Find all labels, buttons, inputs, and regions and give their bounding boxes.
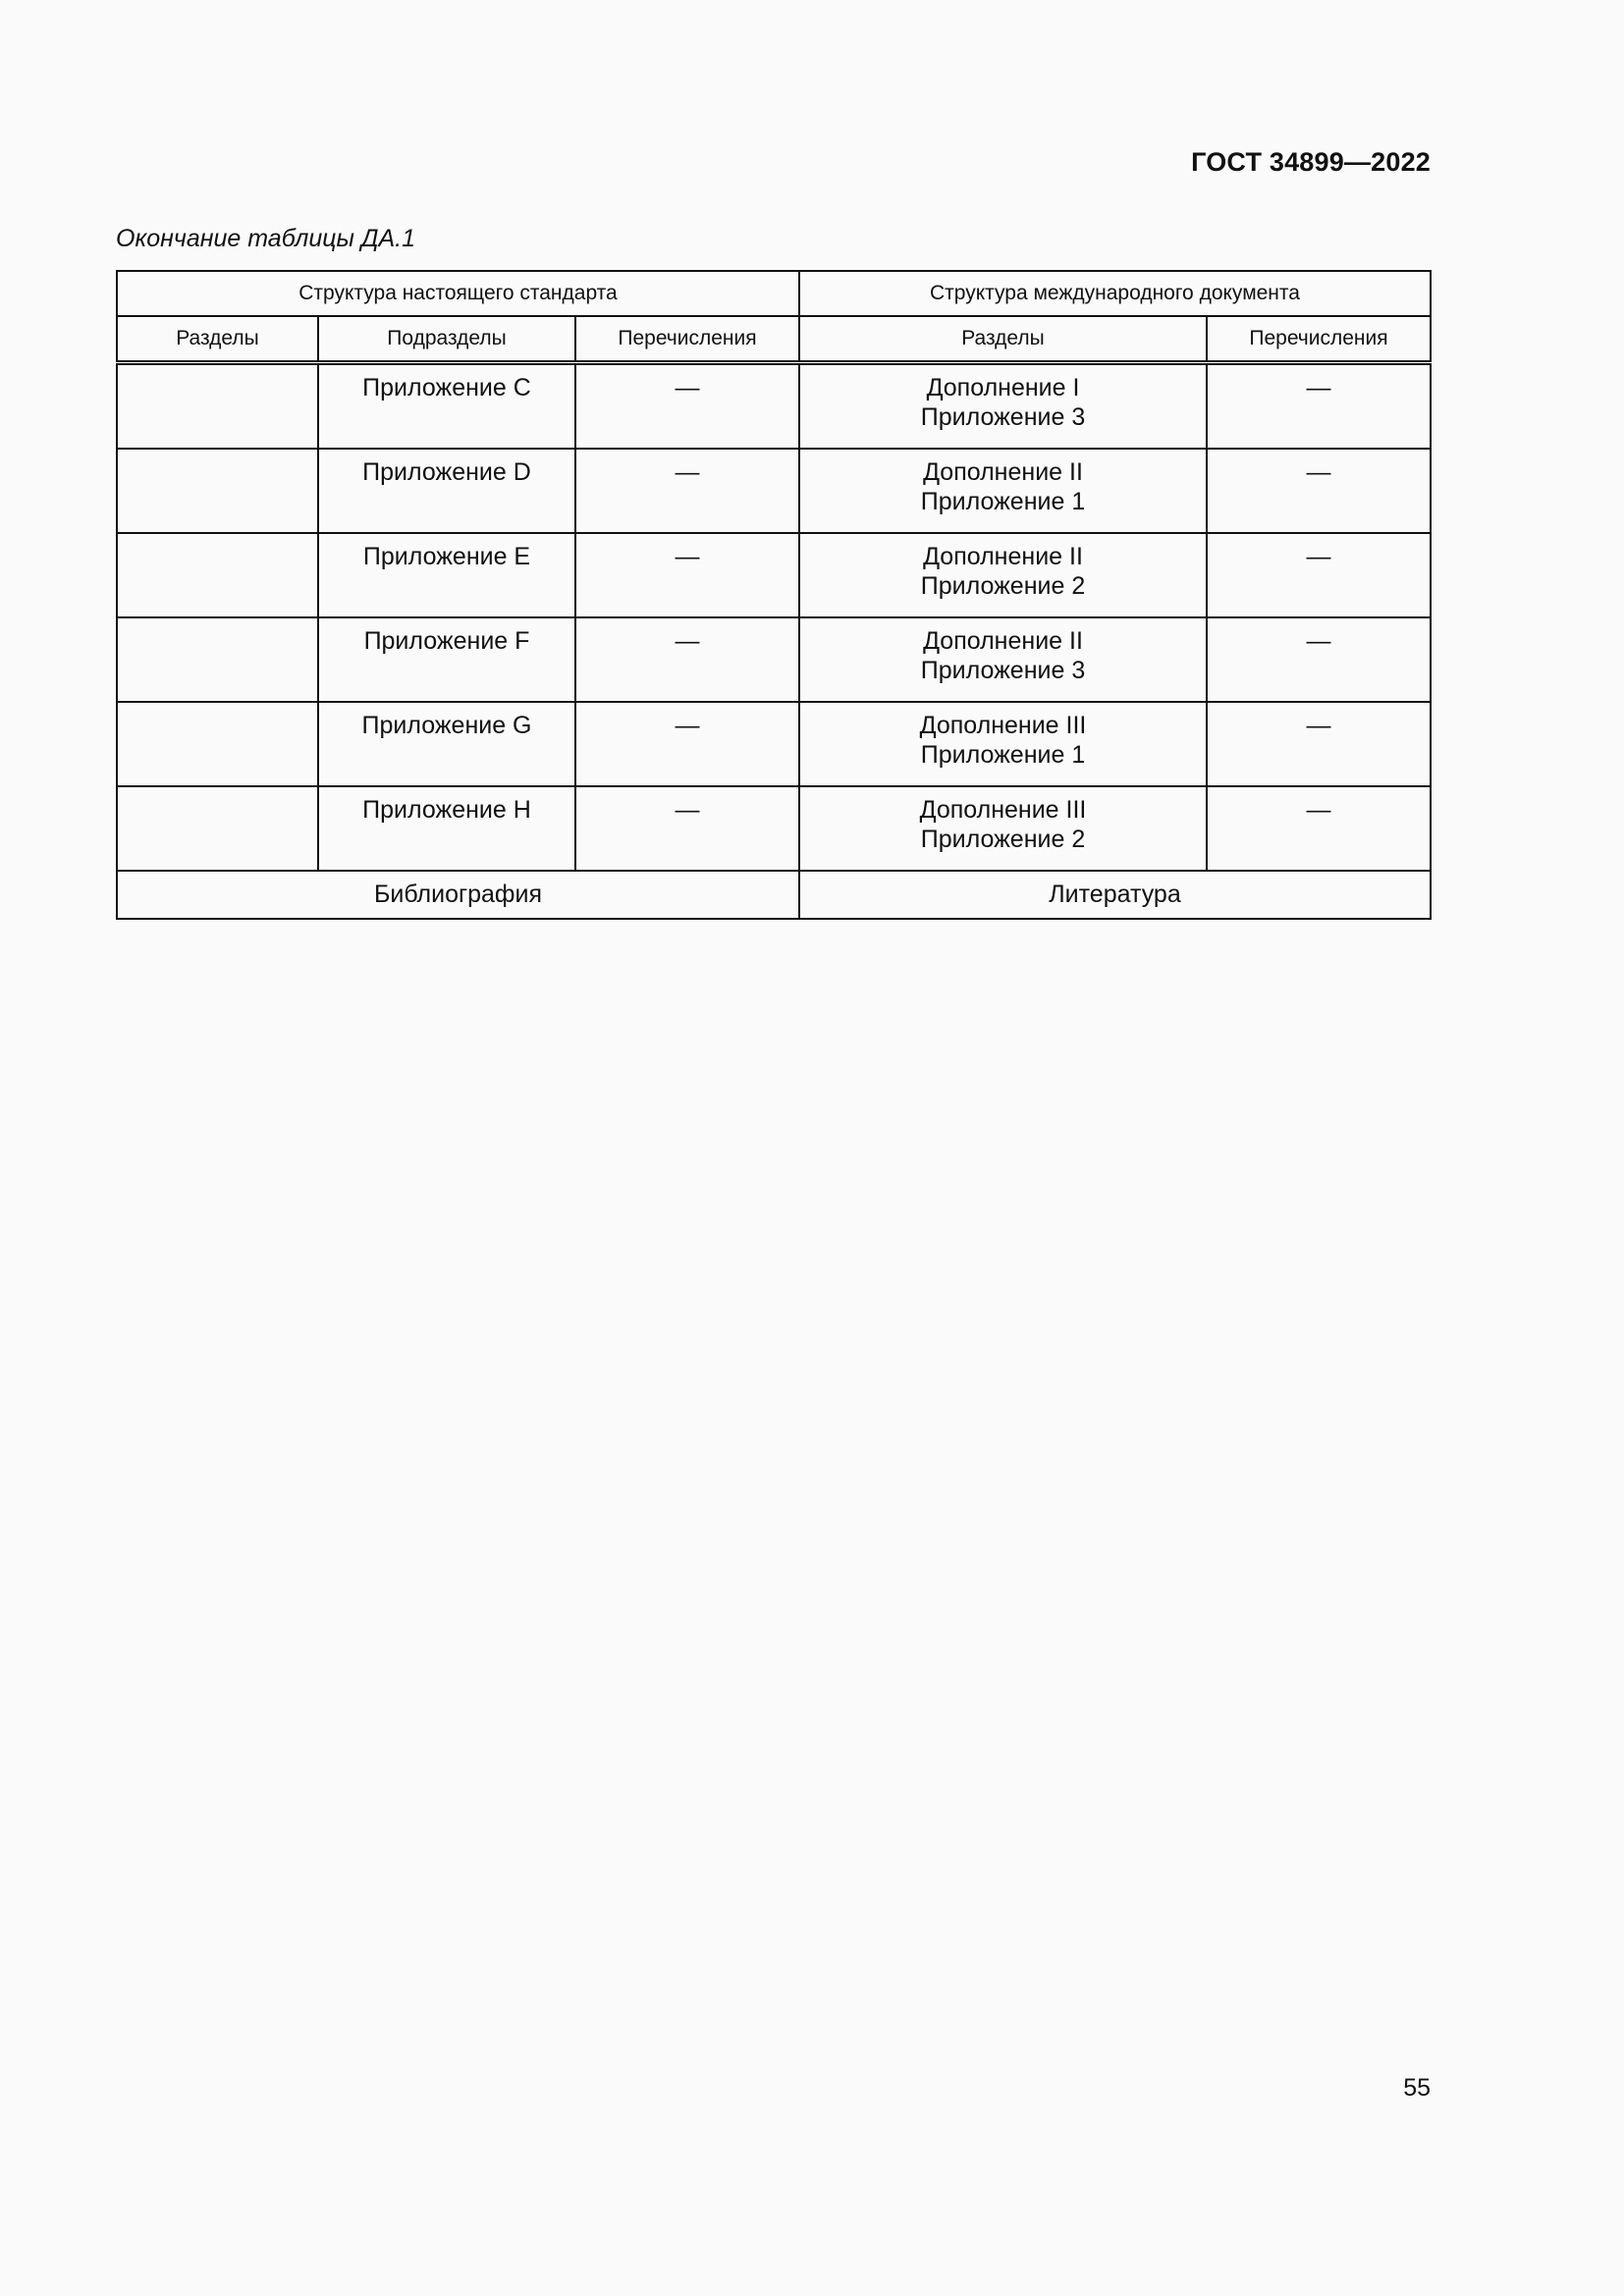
bibliography-cell: Библиография xyxy=(117,871,799,919)
cell-enumeration: — xyxy=(575,786,799,871)
cell-intl-section xyxy=(799,702,1207,786)
table-row xyxy=(117,786,1431,871)
cell-enumeration: — xyxy=(575,449,799,533)
cell-enumeration: — xyxy=(575,533,799,617)
cell-intl-section xyxy=(799,786,1207,871)
cell-subsection: Приложение C xyxy=(318,363,575,450)
cell-intl-section xyxy=(799,533,1207,617)
cell-intl-enumeration: — xyxy=(1207,702,1431,786)
table-row xyxy=(117,617,1431,702)
cell-intl-line: Приложение 2 xyxy=(920,826,1086,853)
group-header-national: Структура настоящего стандарта xyxy=(117,271,799,316)
table-footer-row xyxy=(117,871,1431,919)
cell-intl-enumeration: — xyxy=(1207,786,1431,871)
cell-intl-enumeration: — xyxy=(1207,363,1431,450)
cell-intl-line: Приложение 3 xyxy=(920,403,1086,431)
column-header: Разделы xyxy=(117,316,318,363)
cell-section xyxy=(117,617,318,702)
cell-intl-enumeration: — xyxy=(1207,449,1431,533)
table-row xyxy=(117,449,1431,533)
table-caption: Окончание таблицы ДА.1 xyxy=(116,225,415,252)
cell-subsection: Приложение H xyxy=(318,786,575,871)
cell-subsection: Приложение D xyxy=(318,449,575,533)
cell-enumeration: — xyxy=(575,617,799,702)
table-row xyxy=(117,363,1431,450)
cell-intl-line: Приложение 3 xyxy=(920,657,1086,684)
cell-section xyxy=(117,786,318,871)
cell-intl-enumeration: — xyxy=(1207,533,1431,617)
table-column-header-row xyxy=(117,316,1431,363)
table-row xyxy=(117,533,1431,617)
cell-enumeration: — xyxy=(575,363,799,450)
cell-section xyxy=(117,363,318,450)
cell-enumeration: — xyxy=(575,702,799,786)
cell-intl-line: Дополнение II xyxy=(923,458,1083,486)
cell-intl-section xyxy=(799,363,1207,450)
literature-cell: Литература xyxy=(799,871,1431,919)
cell-section xyxy=(117,533,318,617)
column-header: Подразделы xyxy=(318,316,575,363)
cell-subsection: Приложение F xyxy=(318,617,575,702)
page-number: 55 xyxy=(1403,2074,1431,2102)
cell-intl-line: Дополнение III xyxy=(919,712,1087,739)
cell-intl-section xyxy=(799,617,1207,702)
cell-intl-line: Дополнение II xyxy=(923,627,1083,655)
cell-subsection: Приложение G xyxy=(318,702,575,786)
correspondence-table xyxy=(116,270,1432,920)
cell-section xyxy=(117,449,318,533)
cell-intl-line: Дополнение III xyxy=(919,796,1087,824)
cell-intl-line: Приложение 1 xyxy=(920,488,1086,515)
table-group-header-row xyxy=(117,271,1431,316)
column-header: Перечисления xyxy=(1207,316,1431,363)
table-row xyxy=(117,702,1431,786)
cell-subsection: Приложение E xyxy=(318,533,575,617)
cell-intl-line: Дополнение I xyxy=(926,374,1080,401)
cell-section xyxy=(117,702,318,786)
column-header: Разделы xyxy=(799,316,1207,363)
cell-intl-enumeration: — xyxy=(1207,617,1431,702)
cell-intl-section xyxy=(799,449,1207,533)
cell-intl-line: Приложение 2 xyxy=(920,572,1086,600)
cell-intl-line: Дополнение II xyxy=(923,543,1083,570)
column-header: Перечисления xyxy=(575,316,799,363)
document-code: ГОСТ 34899—2022 xyxy=(1191,147,1431,177)
group-header-international: Структура международного документа xyxy=(799,271,1431,316)
cell-intl-line: Приложение 1 xyxy=(920,741,1086,769)
